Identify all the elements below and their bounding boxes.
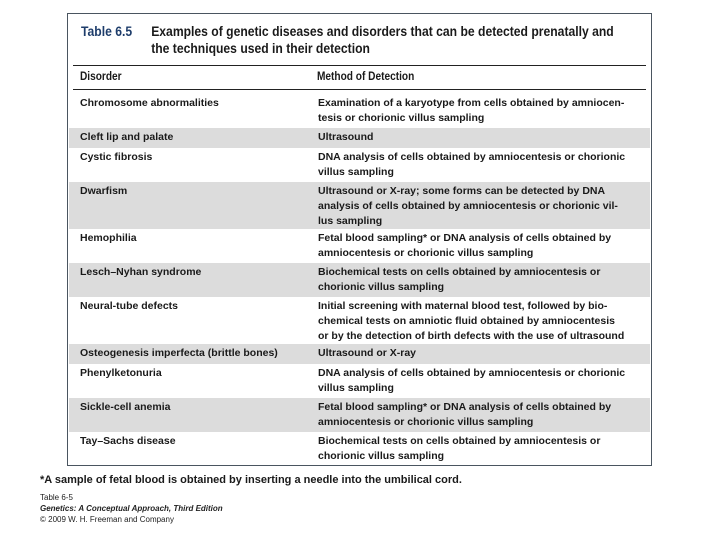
table-header bbox=[73, 67, 646, 90]
table-caption: Examples of genetic diseases and disorders that can be detected prenatally and the techniques used in their detection bbox=[151, 24, 614, 56]
disorder-cell: Lesch–Nyhan syndrome bbox=[80, 266, 202, 278]
method-cell: Biochemical tests on cells obtained by amniocentesis or chorionic villus sampling bbox=[318, 266, 601, 293]
disorder-cell: Cystic fibrosis bbox=[80, 151, 153, 163]
method-cell: Ultrasound or X-ray bbox=[318, 347, 417, 359]
disorder-cell: Hemophilia bbox=[80, 232, 137, 244]
table-row bbox=[69, 432, 650, 466]
table-row bbox=[69, 94, 650, 128]
method-cell: DNA analysis of cells obtained by amniocentesis or chorionic villus sampling bbox=[318, 367, 626, 394]
disorder-cell: Osteogenesis imperfecta (brittle bones) bbox=[80, 347, 278, 359]
disorder-cell: Cleft lip and palate bbox=[80, 131, 174, 143]
table-row bbox=[69, 344, 650, 364]
method-cell: Examination of a karyotype from cells obtained by amniocen- tesis or chorionic villus sampling bbox=[318, 97, 625, 124]
credit-copyright: © 2009 W. H. Freeman and Company bbox=[40, 515, 174, 524]
table-body bbox=[69, 94, 650, 466]
table-row bbox=[69, 263, 650, 297]
table-row bbox=[69, 364, 650, 398]
footnote: *A sample of fetal blood is obtained by inserting a needle into the umbilical cord. bbox=[40, 474, 462, 486]
credit-label: Table 6-5 bbox=[40, 493, 73, 502]
method-cell: DNA analysis of cells obtained by amniocentesis or chorionic villus sampling bbox=[318, 151, 626, 178]
title-divider bbox=[73, 65, 646, 66]
method-cell: Biochemical tests on cells obtained by amniocentesis or chorionic villus sampling bbox=[318, 435, 601, 462]
disorder-cell: Tay–Sachs disease bbox=[80, 435, 176, 447]
column-header-method: Method of Detection bbox=[317, 71, 415, 83]
method-cell: Fetal blood sampling* or DNA analysis of cells obtained by amniocentesis or chorionic villus sampling bbox=[318, 232, 612, 259]
table-row bbox=[69, 182, 650, 229]
disorder-cell: Chromosome abnormalities bbox=[80, 97, 219, 109]
disorder-cell: Sickle-cell anemia bbox=[80, 401, 171, 413]
column-header-disorder: Disorder bbox=[80, 71, 122, 83]
table-row bbox=[69, 148, 650, 182]
table-row bbox=[69, 229, 650, 263]
method-cell: Initial screening with maternal blood test, followed by bio- chemical tests on amniotic fluid obtained by amniocentesis or by the detection of birth defects with the use of ultrasound bbox=[318, 300, 625, 342]
method-cell: Ultrasound bbox=[318, 131, 374, 143]
credit bbox=[40, 492, 223, 525]
method-cell: Fetal blood sampling* or DNA analysis of cells obtained by amniocentesis or chorionic villus sampling bbox=[318, 401, 612, 428]
table-row bbox=[69, 398, 650, 432]
table-row bbox=[69, 297, 650, 344]
table-frame bbox=[67, 13, 652, 466]
disorder-cell: Neural-tube defects bbox=[80, 300, 179, 312]
table-row bbox=[69, 128, 650, 148]
credit-book: Genetics: A Conceptual Approach, Third Edition bbox=[40, 504, 223, 513]
table-number: Table 6.5 bbox=[81, 24, 133, 39]
disorder-cell: Dwarfism bbox=[80, 185, 128, 197]
method-cell: Ultrasound or X-ray; some forms can be detected by DNA analysis of cells obtained by amniocentesis or chorionic vil- lus sampling bbox=[318, 185, 618, 227]
disorder-cell: Phenylketonuria bbox=[80, 367, 162, 379]
